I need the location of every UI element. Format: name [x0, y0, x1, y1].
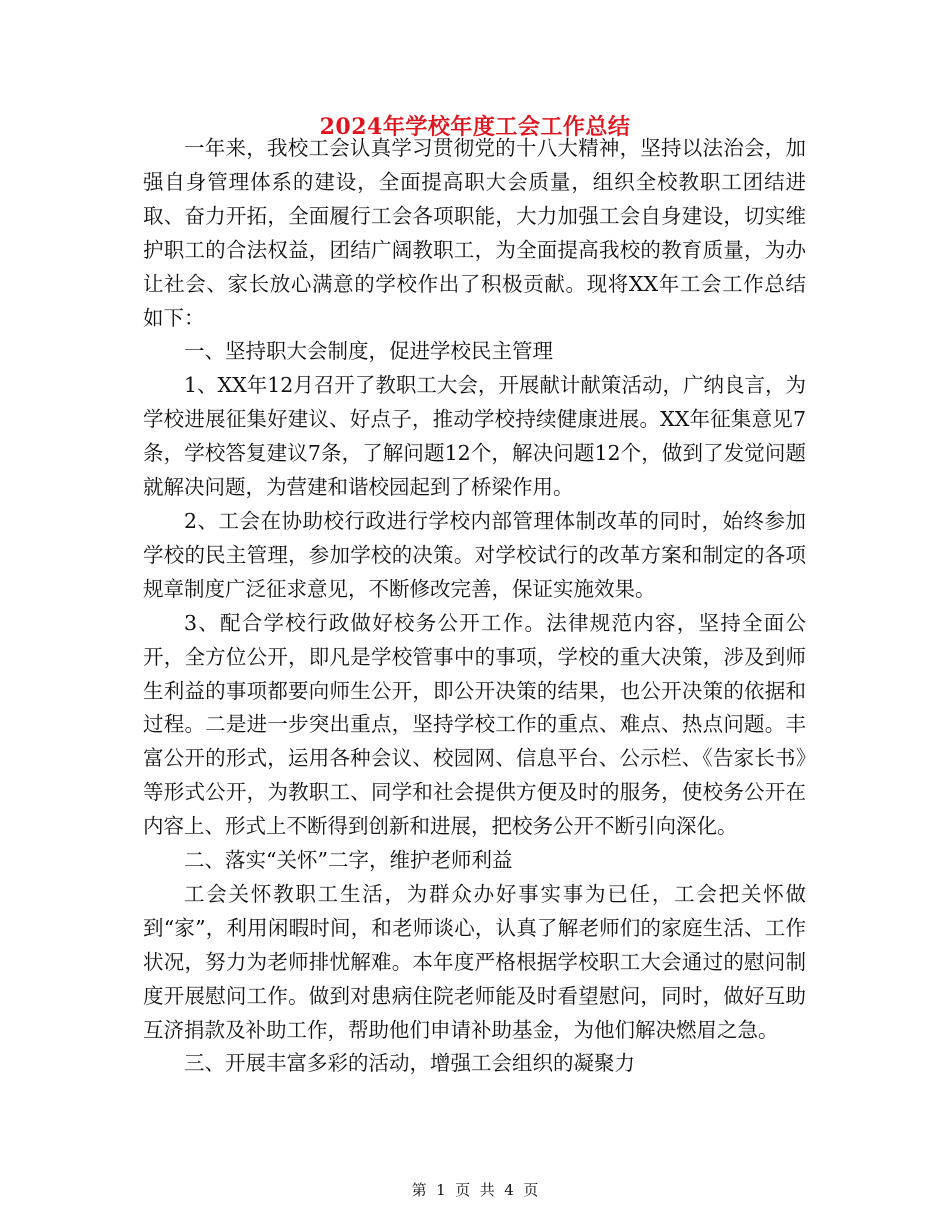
section-heading-1: 一、坚持职大会制度，促进学校民主管理	[184, 339, 553, 364]
body-paragraph: 1、XX年12月召开了教职工大会，开展献计献策活动，广纳良言，为学校进展征集好建议、好点子，推动学校持续健康进展。XX年征集意见7条，学校答复建议7条，了解问题12个，解决问题12个，做到了发觉问题就解决问题，为营建和谐校园起到了桥梁作用。	[143, 373, 806, 500]
body-paragraph: 工会关怀教职工生活，为群众办好事实事为已任，工会把关怀做到“家”，利用闲暇时间，和老师谈心，认真了解老师们的家庭生活、工作状况，努力为老师排忧解难。本年度严格根据学校职工大会通过的慰问制度开展慰问工作。做到对患病住院老师能及时看望慰问，同时，做好互助互济捐款及补助工作，帮助他们申请补助基金，为他们解决燃眉之急。	[143, 881, 806, 1042]
document-body	[143, 132, 806, 1081]
body-paragraph: 3、配合学校行政做好校务公开工作。法律规范内容，坚持全面公开，全方位公开，即凡是学校管事中的事项，学校的重大决策，涉及到师生利益的事项都要向师生公开，即公开决策的结果，也公开决策的依据和过程。二是进一步突出重点，坚持学校工作的重点、难点、热点问题。丰富公开的形式，运用各种会议、校园网、信息平台、公示栏、《告家长书》等形式公开，为教职工、同学和社会提供方便及时的服务，使校务公开在内容上、形式上不断得到创新和进展，把校务公开不断引向深化。	[143, 610, 806, 839]
document-title: 2024年学校年度工会工作总结	[319, 114, 631, 140]
section-heading-3: 三、开展丰富多彩的活动，增强工会组织的凝聚力	[184, 1051, 635, 1076]
body-paragraph: 2、工会在协助校行政进行学校内部管理体制改革的同时，始终参加学校的民主管理，参加学校的决策。对学校试行的改革方案和制定的各项规章制度广泛征求意见，不断修改完善，保证实施效果。	[143, 508, 806, 601]
intro-paragraph: 一年来，我校工会认真学习贯彻党的十八大精神，坚持以法治会，加强自身管理体系的建设，全面提高职大会质量，组织全校教职工团结进取、奋力开拓，全面履行工会各项职能，大力加强工会自身建设，切实维护职工的合法权益，团结广阔教职工，为全面提高我校的教育质量，为办让社会、家长放心满意的学校作出了积极贡献。现将XX年工会工作总结如下：	[143, 136, 806, 330]
page-footer	[0, 1180, 950, 1200]
page-number-label: 第 1 页 共 4 页	[411, 1181, 539, 1199]
section-heading-2: 二、落实“关怀”二字，维护老师利益	[184, 848, 513, 873]
